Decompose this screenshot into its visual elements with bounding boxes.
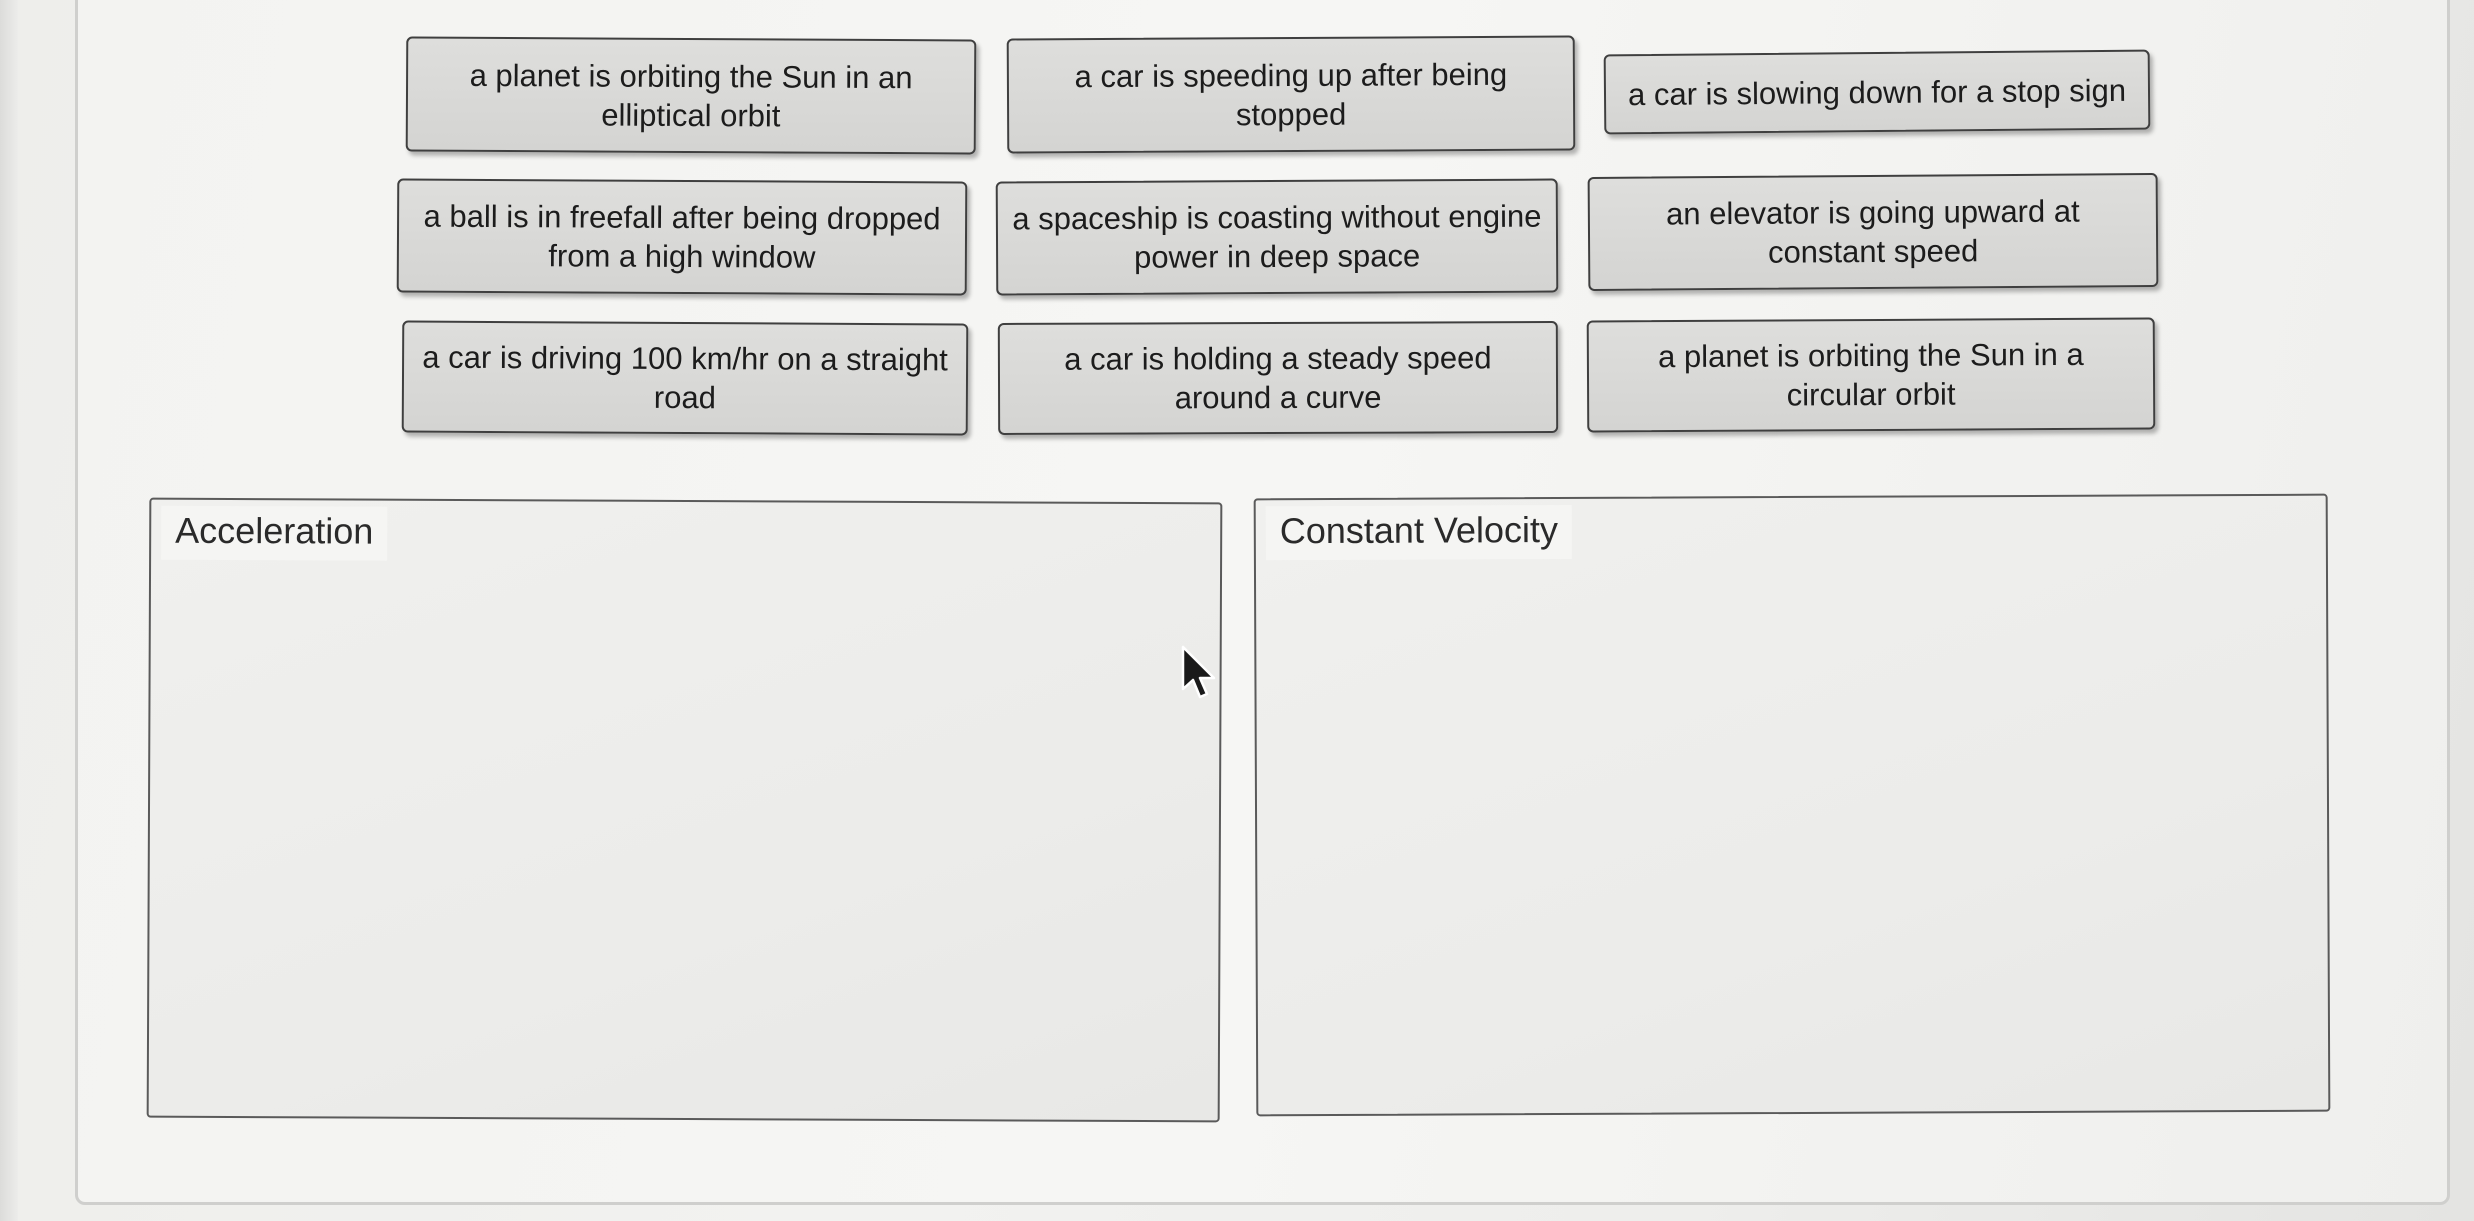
tile-label: a planet is orbiting the Sun in a circular orbit (1657, 336, 2084, 413)
tile-label: a spaceship is coasting without engine power in deep space (1012, 198, 1542, 275)
tile-label: a car is holding a steady speed around a curve (1064, 340, 1492, 416)
drag-tile-straight-road[interactable] (402, 321, 969, 436)
drag-tile-elevator[interactable] (1588, 173, 2159, 291)
tile-label: a car is slowing down for a stop sign (1627, 72, 2127, 112)
mouse-pointer-icon (1180, 645, 1220, 701)
constant-velocity-zone-label: Constant Velocity (1266, 505, 1572, 560)
tile-label: a ball is in freefall after being dropped from a high window (423, 198, 941, 275)
constant-velocity-drop-zone[interactable] (1254, 494, 2331, 1117)
tile-label: an elevator is going upward at constant speed (1665, 193, 2080, 270)
drag-tile-elliptical-orbit[interactable] (406, 37, 977, 155)
drag-tile-freefall[interactable] (397, 179, 968, 296)
acceleration-drop-zone[interactable] (147, 498, 1223, 1123)
drag-tile-speeding-up[interactable] (1007, 36, 1576, 154)
tile-label: a planet is orbiting the Sun in an elliptical orbit (469, 57, 913, 133)
acceleration-zone-label: Acceleration (161, 506, 387, 561)
tile-label: a car is driving 100 km/hr on a straight road (422, 339, 948, 416)
drag-tile-slowing-down[interactable] (1604, 50, 2151, 135)
drag-tile-circular-orbit[interactable] (1587, 318, 2156, 433)
drag-tile-spaceship-coasting[interactable] (996, 179, 1559, 296)
tile-label: a car is speeding up after being stopped (1074, 56, 1508, 132)
drag-tile-steady-speed-curve[interactable] (998, 321, 1558, 435)
background-edge (0, 0, 18, 1221)
